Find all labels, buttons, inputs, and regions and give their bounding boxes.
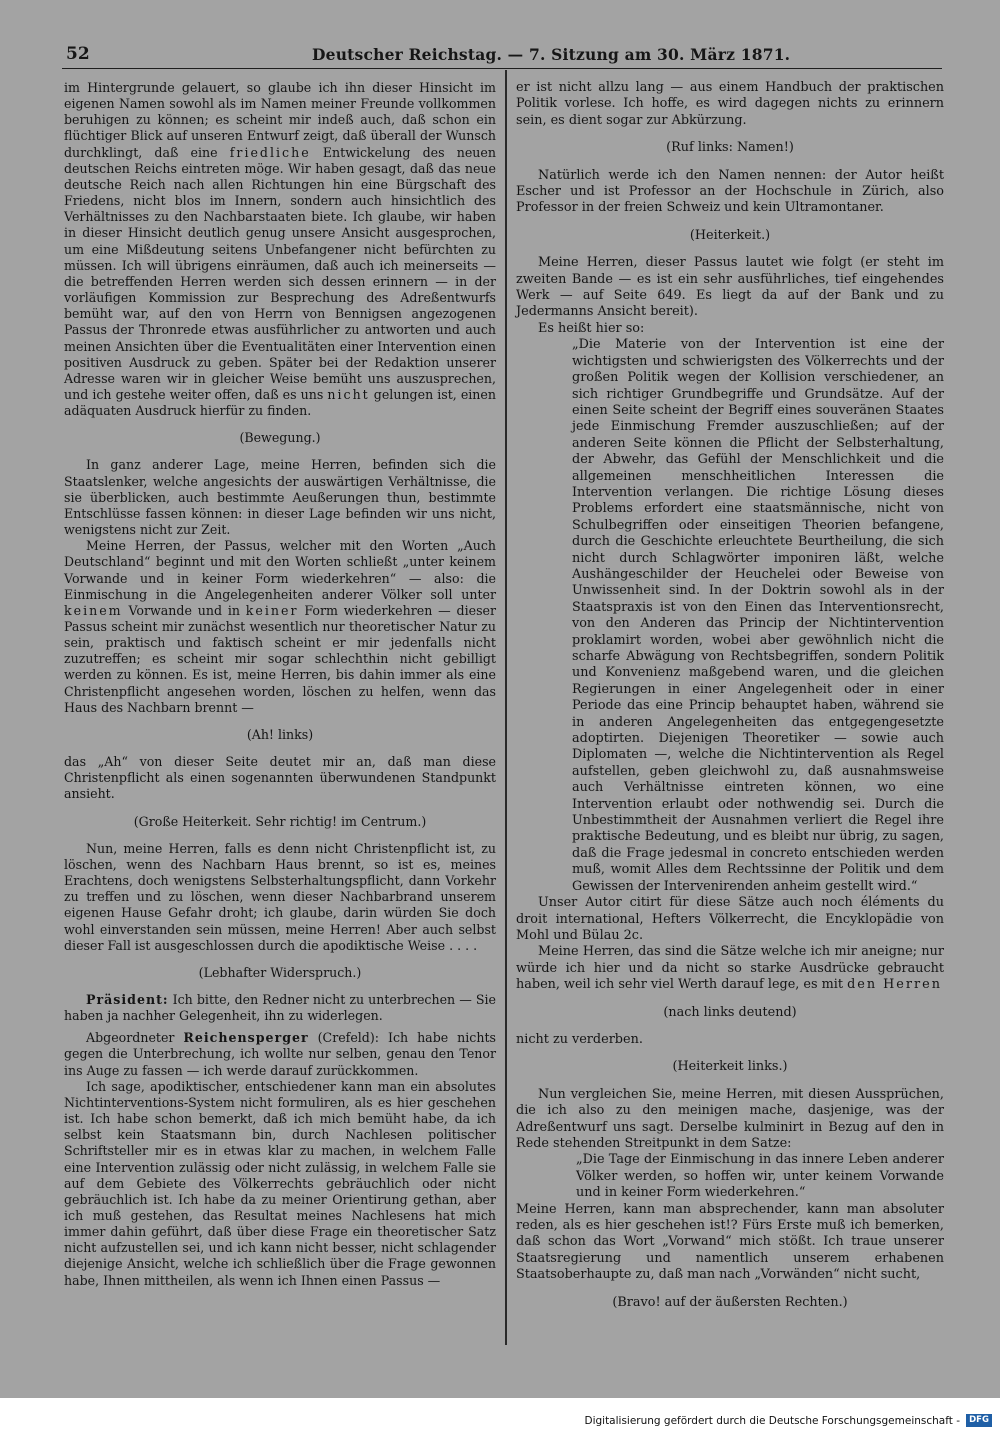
text-run: Entwickelung des neuen deutschen Reichs eintreten möge. Wir haben gesagt, daß das neue deutsche Reich nach allen Richtungen hin eine Bürgschaft des Friedens, nicht blos im Innern, sondern auch hinsichtlich des Verhältnisses zu den Nachbarstaaten biete. Ich glaube, wir haben in dieser Hinsicht deutlich genug unsere Ansicht ausgesprochen, um eine Mißdeutung seitens Unbefangener nicht befürchten zu müssen. Ich will übrigens einräumen, daß auch ich meinerseits — die betreffenden Herren werden sich dessen erinnern — in der vorläufigen Kommission zur Besprechung des Adreßentwurfs bemüht war, auf den von Herrn von Bennigsen angezogenen Passus der Thronrede etwas ausführlicher zu antworten und auch meinen Ansichten über die Eventualitäten einer Intervention einen positiven Ausdruck zu geben. Später bei der Redaktion unserer Adresse waren wir in gleicher Weise bemüht uns auszusprechen, und ich gestehe weiter offen, daß es uns: [64, 144, 496, 402]
interjection: (Heiterkeit.): [689, 227, 771, 243]
interjection: (Bravo! auf der äußersten Rechten.): [612, 1294, 848, 1310]
paragraph: Meine Herren, kann man absprechender, kann man absoluter reden, als es hier geschehen ist!? Fürs Erste muß ich bemerken, daß schon das Wort „Vorwand“ mich stößt. Ich traue unserer Staatsregierung und namentlich unserem erhabenen Staatsoberhaupte zu, daß man nach „Vorwänden“ nicht sucht,: [516, 1201, 944, 1283]
paragraph: [64, 1030, 496, 1078]
paragraph: [64, 992, 496, 1024]
speaker-name: Reichensperger: [183, 1030, 309, 1046]
left-column: [64, 80, 496, 1289]
text-run: (Crefeld): Ich habe nichts gegen die Unterbrechung, ich wollte nur selben, genau den Tenor ins Auge zu fassen — ich werde darauf zurückkommen.: [64, 1030, 496, 1078]
interjection: (Heiterkeit links.): [672, 1059, 788, 1075]
paragraph: das „Ah“ von dieser Seite deutet mir an, daß man diese Christenpflicht als einen sogenannten überwundenen Standpunkt ansieht.: [64, 754, 496, 802]
interjection: (nach links deutend): [663, 1004, 797, 1020]
interjection: (Lebhafter Widerspruch.): [198, 964, 362, 980]
paragraph: In ganz anderer Lage, meine Herren, befinden sich die Staatslenker, welche angesichts der auswärtigen Verhältnisse, die sie überblicken, auch bestimmte Aeußerungen thun, bestimmte Entschlüsse fassen können: in dieser Lage befinden wir uns nicht, wenigstens nicht zur Zeit.: [64, 457, 496, 538]
interjection: (Bewegung.): [239, 430, 321, 446]
page-header: [62, 44, 942, 69]
paragraph: nicht zu verderben.: [516, 1031, 643, 1047]
quotation: „Die Materie von der Intervention ist eine der wichtigsten und schwierigsten des Völkerrechts und der großen Politik wegen der Kollision verschiedener, an sich richtiger Grundbegriffe und Grundsätze. Auf der einen Seite scheint der Begriff eines souveränen Staates jede Einmischung Fremder auszuschließen; auf der anderen Seite können die Pflicht der Selbsterhaltung, der Abwehr, das Gefühl der Menschlichkeit und die allgemeinen menschheitlichen Interessen die Intervention verlangen. Die richtige Lösung dieses Problems erfordert eine staatsmännische, nicht von Schulbegriffen oder einseitigen Theorien befangene, durch die Geschichte erleuchtete Beurtheilung, die sich nicht durch Schlagwörter imponiren läßt, welche Aushängeschilder der Heuchelei oder Beweise von Unwissenheit sind. In der Doktrin sowohl als in der Staatspraxis ist von den Einen das Interventionsrecht, von den Anderen das Princip der Nichtintervention proklamirt worden, wobei aber gewöhnlich nicht die scharfe Abwägung von Rechtsbegriffen, sondern Politik und Konvenienz maßgebend waren, und die gleichen Regierungen in einer Angelegenheit oder in einer Periode das eine Princip behauptet haben, während sie in anderen Angelegenheiten das entgegengesetzte adoptirten. Diejenigen Theoretiker — sowie auch Diplomaten —, welche die Nichtintervention als Regel aufstellen, geben gleichwohl zu, daß ausnahmsweise auch Verhältnisse eintreten können, wo eine Intervention erlaubt oder nothwendig sei. Durch die Unbestimmtheit der Ausnahmen verliert die Regel ihre praktische Bedeutung, und es bleibt nur übrig, zu sagen, daß die Frage jedesmal in concreto entschieden werden muß, womit Alles dem Rechtssinne der Politik und dem Gewissen der Intervenirenden anheim gestellt wird.“: [572, 337, 944, 894]
dfg-logo: DFG: [966, 1414, 992, 1427]
paragraph: Unser Autor citirt für diese Sätze auch noch éléments du droit international, Hefters Völkerrecht, die Encyklopädie von Mohl und Bülau 2c.: [516, 895, 944, 943]
emphasis: friedliche: [229, 144, 311, 160]
text-run: gelungen ist, einen adäquaten Ausdruck hierfür zu finden.: [64, 386, 496, 419]
emphasis: den Herren: [847, 977, 942, 993]
quotation: „Die Tage der Einmischung in das innere Leben anderer Völker werden, so hoffen wir, unter keinem Vorwande und in keiner Form wiederkehren.“: [576, 1152, 944, 1201]
paragraph: [64, 538, 496, 716]
footer: [0, 1398, 1000, 1432]
interjection: (Ah! links): [246, 726, 314, 742]
speaker-name: Präsident:: [86, 991, 169, 1007]
text-run: Meine Herren, der Passus, welcher mit den Worten „Auch Deutschland“ beginnt und mit den Worten schließt „unter keinem Vorwande und in keiner Form wiederkehren“ — also: die Einmischung in die Angelegenheiten anderer Völker soll unter: [64, 538, 496, 602]
interjection: (Große Heiterkeit. Sehr richtig! im Centrum.): [133, 813, 427, 829]
page-number: 52: [66, 44, 90, 64]
emphasis: nicht: [327, 386, 370, 402]
column-divider: [505, 70, 507, 1345]
running-title: Deutscher Reichstag. — 7. Sitzung am 30. März 1871.: [312, 45, 791, 64]
emphasis: keinem: [64, 602, 123, 618]
paragraph: [64, 80, 496, 419]
emphasis: keiner: [245, 602, 299, 618]
paragraph: [516, 944, 944, 993]
text-run: Abgeordneter: [86, 1030, 175, 1046]
paragraph: Nun vergleichen Sie, meine Herren, mit diesen Aussprüchen, die ich also zu den meinigen mache, dasjenige, was der Adreßentwurf uns sagt. Derselbe kulminirt in Bezug auf den in Rede stehenden Streitpunkt in dem Satze:: [516, 1086, 944, 1151]
paragraph: Natürlich werde ich den Namen nennen: der Autor heißt Escher und ist Professor an der Hochschule in Zürich, also Professor in der freien Schweiz und kein Ultramontaner.: [516, 167, 944, 216]
paragraph: Meine Herren, dieser Passus lautet wie folgt (er steht im zweiten Bande — es ist ein sehr ausführliches, tief eingehendes Werk — auf Seite 649. Es liegt da auf der Bank und zu Jedermanns Ansicht bereit).: [516, 255, 944, 320]
paragraph: Es heißt hier so:: [538, 320, 645, 336]
right-column: [516, 80, 944, 1322]
text-run: Meine Herren, das sind die Sätze welche ich mir aneigne; nur würde ich hier und da nicht so starke Ausdrücke gebraucht haben, weil ich sehr viel Werth darauf lege, es mit: [516, 944, 944, 993]
text-run: Ich bitte, den Redner nicht zu unterbrechen — Sie haben ja nachher Gelegenheit, ihn zu widerlegen.: [64, 991, 496, 1024]
text-run: im Hintergrunde gelauert, so glaube ich ihn dieser Hinsicht im eigenen Namen sowohl als im Namen meiner Freunde vollkommen beruhigen zu können; es scheint mir indeß auch, daß schon ein flüchtiger Blick auf unseren Entwurf zeigt, daß überall der Wunsch durchklingt, daß eine: [64, 80, 496, 160]
text-run: Form wiederkehren — dieser Passus scheint mir zunächst wesentlich nur theoretischer Natur zu sein, praktisch und faktisch scheint er mir jedenfalls nicht zuzutreffen; es scheint mir sogar schlechthin nicht gebilligt werden zu können. Es ist, meine Herren, bis dahin immer als eine Christenpflicht angesehen worden, löschen zu helfen, wenn das Haus des Nachbarn brennt —: [64, 602, 497, 715]
footer-credit: Digitalisierung gefördert durch die Deutsche Forschungsgemeinschaft -: [584, 1415, 960, 1427]
paragraph: er ist nicht allzu lang — aus einem Handbuch der praktischen Politik vorlese. Ich hoffe, es wird dagegen nichts zu erinnern sein, es dient sogar zur Abkürzung.: [516, 80, 944, 128]
interjection: (Ruf links: Namen!): [666, 140, 794, 156]
paragraph: Nun, meine Herren, falls es denn nicht Christenpflicht ist, zu löschen, wenn des Nachbarn Haus brennt, so ist es, meines Erachtens, doch wenigstens Selbsterhaltungspflicht, dann Vorkehr zu treffen und zu löschen, wenn dieser Nachbarbrand unserem eigenen Hause Gefahr droht; ich glaube, darin würden Sie doch wohl einverstanden sein müssen, meine Herren! Aber auch selbst dieser Fall ist ausgeschlossen durch die apodiktische Weise . . . .: [64, 840, 496, 953]
text-run: Vorwande und in: [128, 602, 240, 618]
paragraph: Ich sage, apodiktischer, entschiedener kann man ein absolutes Nichtinterventions-System nicht formuliren, als es hier geschehen ist. Ich habe schon bemerkt, daß ich mich bemüht habe, da ich selbst kein Staatsmann bin, durch Nachlesen politischer Schriftsteller mir es in etwas klar zu machen, in welchem Falle eine Intervention zulässig oder nicht zulässig, in welchem Falle sie auf dem Gebiete des Völkerrechts gebräuchlich oder nicht gebräuchlich ist. Ich habe da zu meiner Orientirung gethan, aber ich muß gestehen, das Resultat meines Nachlesens hat mich immer dahin geführt, daß über diese Frage ein theoretischer Satz nicht aufzustellen sei, und ich kann nicht besser, nicht schlagender diejenige Ansicht, welche ich schließlich über die Frage gewonnen habe, Ihnen mittheilen, als wenn ich Ihnen einen Passus —: [64, 1078, 496, 1288]
